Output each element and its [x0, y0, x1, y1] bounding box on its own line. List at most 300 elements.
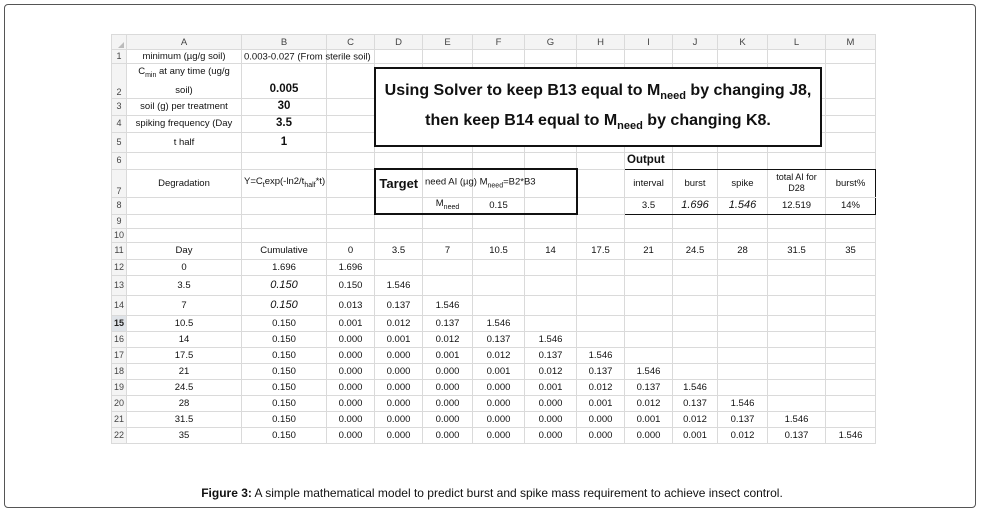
cell-j15[interactable]: [673, 315, 718, 331]
col-header-d[interactable]: D: [375, 35, 423, 50]
cell-c18[interactable]: 0.000: [327, 363, 375, 379]
formula-suffix: *t): [315, 175, 326, 187]
cell-a1[interactable]: minimum (µg/g soil): [127, 50, 242, 64]
cell[interactable]: [826, 98, 876, 115]
cell-b14[interactable]: 0.150: [242, 295, 327, 315]
cell-c17[interactable]: 0.000: [327, 347, 375, 363]
cell-b1[interactable]: [242, 50, 371, 64]
table-row: [112, 411, 876, 427]
header-row-days: [112, 242, 876, 259]
cell[interactable]: [127, 152, 242, 169]
cell-a18[interactable]: 21: [127, 363, 242, 379]
cell-g12[interactable]: [525, 259, 577, 275]
cell[interactable]: [327, 115, 375, 132]
cell-b19[interactable]: 0.150: [242, 379, 327, 395]
cell-l18[interactable]: [768, 363, 826, 379]
cell-i13[interactable]: [625, 275, 673, 295]
row-header[interactable]: 12: [112, 259, 127, 275]
cell-b13[interactable]: 0.150: [242, 275, 327, 295]
cell-j18[interactable]: [673, 363, 718, 379]
cell-e11[interactable]: 7: [423, 242, 473, 259]
cell-a21[interactable]: 31.5: [127, 411, 242, 427]
cell-i18[interactable]: 1.546: [625, 363, 673, 379]
col-header-l[interactable]: L: [768, 35, 826, 50]
col-header-a[interactable]: A: [127, 35, 242, 50]
sheet-row: [112, 228, 876, 242]
row-header[interactable]: 6: [112, 152, 127, 169]
cell-d15[interactable]: 0.012: [375, 315, 423, 331]
cell[interactable]: [718, 152, 768, 169]
cell[interactable]: [375, 214, 423, 228]
row-header[interactable]: 2: [112, 64, 127, 99]
solver-line2-end: by changing K8.: [642, 112, 771, 129]
cell[interactable]: [673, 228, 718, 242]
cell-d12[interactable]: [375, 259, 423, 275]
col-header-i[interactable]: I: [625, 35, 673, 50]
cell-k11[interactable]: 28: [718, 242, 768, 259]
cell-e15[interactable]: 0.137: [423, 315, 473, 331]
cell-f19[interactable]: 0.000: [473, 379, 525, 395]
col-header-e[interactable]: E: [423, 35, 473, 50]
cell[interactable]: [375, 50, 423, 64]
row-header[interactable]: 17: [112, 347, 127, 363]
cell-i14[interactable]: [625, 295, 673, 315]
cell-d22[interactable]: 0.000: [375, 427, 423, 443]
row-header[interactable]: 9: [112, 214, 127, 228]
cell[interactable]: [127, 214, 242, 228]
cell[interactable]: [375, 197, 423, 214]
cell-i11[interactable]: 21: [625, 242, 673, 259]
cell-g18[interactable]: 0.012: [525, 363, 577, 379]
cell-g15[interactable]: [525, 315, 577, 331]
cell-b22[interactable]: 0.150: [242, 427, 327, 443]
cell-a15[interactable]: 10.5: [127, 315, 242, 331]
need-ai-formula: =B2*B3: [503, 176, 536, 188]
table-row: [112, 379, 876, 395]
cell-b2[interactable]: 0.005: [242, 64, 327, 99]
cell-e21[interactable]: 0.000: [423, 411, 473, 427]
cell-i12[interactable]: [625, 259, 673, 275]
col-header-k[interactable]: K: [718, 35, 768, 50]
cell[interactable]: [525, 214, 577, 228]
value-spike[interactable]: 1.546: [718, 197, 768, 214]
cell[interactable]: [577, 197, 625, 214]
cell[interactable]: [826, 152, 876, 169]
cell-k22[interactable]: 0.012: [718, 427, 768, 443]
cell[interactable]: [423, 152, 473, 169]
cell[interactable]: [127, 228, 242, 242]
cell-f11[interactable]: 10.5: [473, 242, 525, 259]
cell-f14[interactable]: [473, 295, 525, 315]
cell[interactable]: [327, 214, 375, 228]
cell-j17[interactable]: [673, 347, 718, 363]
cell[interactable]: [577, 152, 625, 169]
cell[interactable]: [625, 228, 673, 242]
row-header[interactable]: 4: [112, 115, 127, 132]
cell-a2-line2: soil): [175, 84, 193, 96]
cell[interactable]: [826, 50, 876, 64]
target-label[interactable]: Target: [375, 169, 423, 197]
cell-h11[interactable]: 17.5: [577, 242, 625, 259]
cell-h19[interactable]: 0.012: [577, 379, 625, 395]
cell-f15[interactable]: 1.546: [473, 315, 525, 331]
cell-f17[interactable]: 0.012: [473, 347, 525, 363]
cell-f20[interactable]: 0.000: [473, 395, 525, 411]
cell-m20[interactable]: [826, 395, 876, 411]
cell[interactable]: [473, 228, 525, 242]
value-total-ai[interactable]: 12.519: [768, 197, 826, 214]
cell-m11[interactable]: 35: [826, 242, 876, 259]
col-header-h[interactable]: H: [577, 35, 625, 50]
cell-h20[interactable]: 0.001: [577, 395, 625, 411]
cell-g19[interactable]: 0.001: [525, 379, 577, 395]
cell[interactable]: [826, 214, 876, 228]
cell-j13[interactable]: [673, 275, 718, 295]
row-header[interactable]: 20: [112, 395, 127, 411]
row-header[interactable]: 7: [112, 169, 127, 197]
cell-k12[interactable]: [718, 259, 768, 275]
cell-k20[interactable]: 1.546: [718, 395, 768, 411]
cell-f13[interactable]: [473, 275, 525, 295]
row-header[interactable]: 8: [112, 197, 127, 214]
mneed-subscript: need: [443, 204, 460, 212]
row-header[interactable]: 21: [112, 411, 127, 427]
cell-i21[interactable]: 0.001: [625, 411, 673, 427]
cell-b20[interactable]: 0.150: [242, 395, 327, 411]
cell-b5[interactable]: 1: [242, 132, 327, 152]
cell[interactable]: [375, 228, 423, 242]
formula-mid: exp(-ln2/t: [264, 175, 305, 187]
cell-c19[interactable]: 0.000: [327, 379, 375, 395]
cell[interactable]: [673, 152, 718, 169]
cell[interactable]: [718, 50, 768, 64]
cell[interactable]: [826, 228, 876, 242]
cell[interactable]: [718, 214, 768, 228]
cell-d17[interactable]: 0.000: [375, 347, 423, 363]
cell-e22[interactable]: 0.000: [423, 427, 473, 443]
cell-g13[interactable]: [525, 275, 577, 295]
cell-i16[interactable]: [625, 331, 673, 347]
cell-m21[interactable]: [826, 411, 876, 427]
formula-sub-t: t: [262, 181, 265, 189]
header-total-ai[interactable]: total AI for D28: [768, 169, 826, 197]
cell[interactable]: [768, 214, 826, 228]
cell[interactable]: [375, 152, 423, 169]
row-header[interactable]: 15: [112, 315, 127, 331]
cell[interactable]: [673, 214, 718, 228]
cell-i15[interactable]: [625, 315, 673, 331]
cell-m12[interactable]: [826, 259, 876, 275]
cell-f8[interactable]: 0.15: [473, 197, 525, 214]
row-header[interactable]: 18: [112, 363, 127, 379]
cell-j19[interactable]: 1.546: [673, 379, 718, 395]
cell[interactable]: [327, 64, 375, 99]
cell-e17[interactable]: 0.001: [423, 347, 473, 363]
row-header[interactable]: 22: [112, 427, 127, 443]
cell-j11[interactable]: 24.5: [673, 242, 718, 259]
cell-i22[interactable]: 0.000: [625, 427, 673, 443]
cell-l22[interactable]: 0.137: [768, 427, 826, 443]
cell-l20[interactable]: [768, 395, 826, 411]
value-interval[interactable]: 3.5: [625, 197, 673, 214]
cell-i19[interactable]: 0.137: [625, 379, 673, 395]
cell-f12[interactable]: [473, 259, 525, 275]
cell[interactable]: [327, 132, 375, 152]
cell-a11[interactable]: Day: [127, 242, 242, 259]
cell-l13[interactable]: [768, 275, 826, 295]
cell[interactable]: [577, 169, 625, 197]
cell-c13[interactable]: 0.150: [327, 275, 375, 295]
row-header[interactable]: 10: [112, 228, 127, 242]
cell-d21[interactable]: 0.000: [375, 411, 423, 427]
cell[interactable]: [525, 152, 577, 169]
cell-d14[interactable]: 0.137: [375, 295, 423, 315]
table-row: [112, 259, 876, 275]
col-header-m[interactable]: M: [826, 35, 876, 50]
header-interval[interactable]: interval: [625, 169, 673, 197]
cell-a3[interactable]: soil (g) per treatment: [127, 98, 242, 115]
cell-a4[interactable]: spiking frequency (Day: [127, 115, 242, 132]
cell-b17[interactable]: 0.150: [242, 347, 327, 363]
cell[interactable]: [625, 50, 673, 64]
cell-h18[interactable]: 0.137: [577, 363, 625, 379]
cell-a19[interactable]: 24.5: [127, 379, 242, 395]
cell-a22[interactable]: 35: [127, 427, 242, 443]
cell-d16[interactable]: 0.001: [375, 331, 423, 347]
cell-m17[interactable]: [826, 347, 876, 363]
cell-d18[interactable]: 0.000: [375, 363, 423, 379]
cell-a14[interactable]: 7: [127, 295, 242, 315]
cell-h16[interactable]: [577, 331, 625, 347]
need-ai-text: [425, 176, 536, 191]
cell-c14[interactable]: 0.013: [327, 295, 375, 315]
cell-f18[interactable]: 0.001: [473, 363, 525, 379]
header-burst[interactable]: burst: [673, 169, 718, 197]
cell[interactable]: [768, 228, 826, 242]
cell-e12[interactable]: [423, 259, 473, 275]
cell[interactable]: [826, 115, 876, 132]
value-burst[interactable]: 1.696: [673, 197, 718, 214]
cell-h15[interactable]: [577, 315, 625, 331]
cell[interactable]: [327, 98, 375, 115]
cell-b4[interactable]: 3.5: [242, 115, 327, 132]
cell-g16[interactable]: 1.546: [525, 331, 577, 347]
cell-e20[interactable]: 0.000: [423, 395, 473, 411]
cell-a17[interactable]: 17.5: [127, 347, 242, 363]
cell-h21[interactable]: 0.000: [577, 411, 625, 427]
cell[interactable]: [242, 228, 327, 242]
cell-g17[interactable]: 0.137: [525, 347, 577, 363]
cell-l11[interactable]: 31.5: [768, 242, 826, 259]
cell-g14[interactable]: [525, 295, 577, 315]
cell[interactable]: [473, 50, 525, 64]
cell-a5[interactable]: t half: [127, 132, 242, 152]
cell[interactable]: [327, 152, 375, 169]
cell-m15[interactable]: [826, 315, 876, 331]
value-burst-pct[interactable]: 14%: [826, 197, 876, 214]
cell-m13[interactable]: [826, 275, 876, 295]
cell-d20[interactable]: 0.000: [375, 395, 423, 411]
cell-c12[interactable]: 1.696: [327, 259, 375, 275]
cell-h22[interactable]: 0.000: [577, 427, 625, 443]
cell-d19[interactable]: 0.000: [375, 379, 423, 395]
cell[interactable]: [327, 197, 375, 214]
cell[interactable]: [525, 50, 577, 64]
cell[interactable]: [127, 197, 242, 214]
cell-e19[interactable]: 0.000: [423, 379, 473, 395]
cell[interactable]: [577, 50, 625, 64]
row-header[interactable]: 13: [112, 275, 127, 295]
cell-h13[interactable]: [577, 275, 625, 295]
cell-j20[interactable]: 0.137: [673, 395, 718, 411]
col-header-f[interactable]: F: [473, 35, 525, 50]
cell-d11[interactable]: 3.5: [375, 242, 423, 259]
cell-c15[interactable]: 0.001: [327, 315, 375, 331]
header-burst-pct[interactable]: burst%: [826, 169, 876, 197]
cell-b1-text: 0.003-0.027 (From sterile soil): [244, 51, 371, 62]
cell-d13[interactable]: 1.546: [375, 275, 423, 295]
cell[interactable]: [473, 152, 525, 169]
cell-a12[interactable]: 0: [127, 259, 242, 275]
col-header-c[interactable]: C: [327, 35, 375, 50]
cell[interactable]: [673, 50, 718, 64]
cell-b21[interactable]: 0.150: [242, 411, 327, 427]
col-header-j[interactable]: J: [673, 35, 718, 50]
cell-a20[interactable]: 28: [127, 395, 242, 411]
cell[interactable]: [768, 152, 826, 169]
cell-m14[interactable]: [826, 295, 876, 315]
cell-e7[interactable]: [423, 169, 536, 197]
table-row: [112, 395, 876, 411]
row-header[interactable]: 19: [112, 379, 127, 395]
cell-h17[interactable]: 1.546: [577, 347, 625, 363]
cell-h14[interactable]: [577, 295, 625, 315]
cell-b7[interactable]: [242, 169, 327, 197]
cell-k16[interactable]: [718, 331, 768, 347]
select-all-corner[interactable]: [112, 35, 127, 50]
cell-f22[interactable]: 0.000: [473, 427, 525, 443]
cell[interactable]: [473, 214, 525, 228]
cell-a16[interactable]: 14: [127, 331, 242, 347]
cell-c22[interactable]: 0.000: [327, 427, 375, 443]
cell-k21[interactable]: 0.137: [718, 411, 768, 427]
cell-i20[interactable]: 0.012: [625, 395, 673, 411]
cell[interactable]: [577, 228, 625, 242]
cell-m18[interactable]: [826, 363, 876, 379]
cell[interactable]: [525, 228, 577, 242]
cell-l14[interactable]: [768, 295, 826, 315]
cell-m22[interactable]: 1.546: [826, 427, 876, 443]
cell-m19[interactable]: [826, 379, 876, 395]
row-header[interactable]: 3: [112, 98, 127, 115]
cell-j12[interactable]: [673, 259, 718, 275]
need-ai-subscript: need: [487, 182, 504, 190]
cell-c20[interactable]: 0.000: [327, 395, 375, 411]
header-spike[interactable]: spike: [718, 169, 768, 197]
cell[interactable]: [826, 64, 876, 99]
cell-l21[interactable]: 1.546: [768, 411, 826, 427]
cell-l19[interactable]: [768, 379, 826, 395]
cell[interactable]: [327, 169, 375, 197]
cell-k18[interactable]: [718, 363, 768, 379]
cell-a2[interactable]: [127, 64, 242, 99]
output-label[interactable]: Output: [625, 152, 673, 169]
cell-a7[interactable]: Degradation: [127, 169, 242, 197]
cell[interactable]: [625, 214, 673, 228]
cell-l12[interactable]: [768, 259, 826, 275]
cell[interactable]: [525, 197, 577, 214]
cell-j21[interactable]: 0.012: [673, 411, 718, 427]
cell[interactable]: [242, 197, 327, 214]
col-header-b[interactable]: B: [242, 35, 327, 50]
cell-j16[interactable]: [673, 331, 718, 347]
cell[interactable]: [423, 50, 473, 64]
cell-e14[interactable]: 1.546: [423, 295, 473, 315]
cell-m16[interactable]: [826, 331, 876, 347]
cell-k19[interactable]: [718, 379, 768, 395]
cell[interactable]: [423, 228, 473, 242]
cell-l17[interactable]: [768, 347, 826, 363]
row-header[interactable]: 16: [112, 331, 127, 347]
cell-j22[interactable]: 0.001: [673, 427, 718, 443]
cell-g20[interactable]: 0.000: [525, 395, 577, 411]
row-header[interactable]: 14: [112, 295, 127, 315]
cell-g22[interactable]: 0.000: [525, 427, 577, 443]
cell-k15[interactable]: [718, 315, 768, 331]
cell-g21[interactable]: 0.000: [525, 411, 577, 427]
cell[interactable]: [718, 228, 768, 242]
cell-c16[interactable]: 0.000: [327, 331, 375, 347]
cell-f21[interactable]: 0.000: [473, 411, 525, 427]
row-header[interactable]: 1: [112, 50, 127, 64]
cell[interactable]: [242, 214, 327, 228]
cell-l16[interactable]: [768, 331, 826, 347]
row-header[interactable]: 11: [112, 242, 127, 259]
cell-g11[interactable]: 14: [525, 242, 577, 259]
cell[interactable]: [242, 152, 327, 169]
cell-k13[interactable]: [718, 275, 768, 295]
cell-b16[interactable]: 0.150: [242, 331, 327, 347]
cell-b15[interactable]: 0.150: [242, 315, 327, 331]
cell-i17[interactable]: [625, 347, 673, 363]
sheet-row: [112, 197, 876, 214]
cell[interactable]: [423, 214, 473, 228]
cell-a13[interactable]: 3.5: [127, 275, 242, 295]
cell[interactable]: [577, 214, 625, 228]
cell[interactable]: [768, 50, 826, 64]
cell-c21[interactable]: 0.000: [327, 411, 375, 427]
cell-f16[interactable]: 0.137: [473, 331, 525, 347]
cell-c11[interactable]: 0: [327, 242, 375, 259]
cell-b3[interactable]: 30: [242, 98, 327, 115]
cell-e16[interactable]: 0.012: [423, 331, 473, 347]
row-header[interactable]: 5: [112, 132, 127, 152]
cell-h12[interactable]: [577, 259, 625, 275]
cell-e13[interactable]: [423, 275, 473, 295]
cell-k17[interactable]: [718, 347, 768, 363]
cell-b11[interactable]: Cumulative: [242, 242, 327, 259]
cell-e18[interactable]: 0.000: [423, 363, 473, 379]
cell-e8[interactable]: [423, 197, 473, 214]
col-header-g[interactable]: G: [525, 35, 577, 50]
cell-b18[interactable]: 0.150: [242, 363, 327, 379]
cell[interactable]: [826, 132, 876, 152]
cell-j14[interactable]: [673, 295, 718, 315]
cell-l15[interactable]: [768, 315, 826, 331]
cell-k14[interactable]: [718, 295, 768, 315]
cell-b12[interactable]: 1.696: [242, 259, 327, 275]
cell[interactable]: [327, 228, 375, 242]
